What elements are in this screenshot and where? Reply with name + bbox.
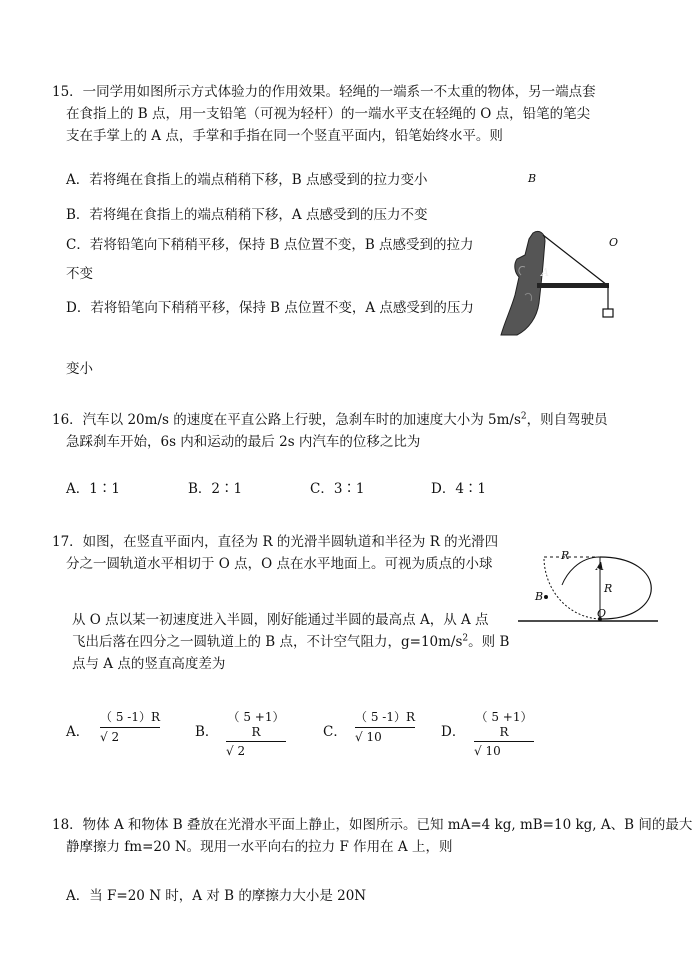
q17-stem-line1: 17．如图，在竖直平面内，直径为 R 的光滑半圆轨道和半径为 R 的光滑四 <box>52 534 499 550</box>
q17-stem-line4: 飞出后落在四分之一圆轨道上的 B 点，不计空气阻力，$g=10m/s^2$。则 B <box>72 633 510 650</box>
q15-stem-line3: 支在手掌上的 A 点，手掌和手指在同一个竖直平面内，铅笔始终水平。则 <box>66 128 503 144</box>
q17-option-b-numerator: （ 5 +1）R <box>226 708 286 742</box>
q15-option-d-line1: D．若将铅笔向下稍稍平移，保持 B 点位置不变，A 点感受到的压力 <box>66 300 474 316</box>
q17-option-d-denominator: √ 10 <box>474 744 501 758</box>
q17-option-c-label: C． <box>323 724 347 740</box>
q15-option-c-line2: 不变 <box>66 266 93 282</box>
q15-figure-label-a: A <box>541 266 549 279</box>
q17-option-c-fraction <box>355 708 415 744</box>
q18-stem-line1: 18．物体 A 和物体 B 叠放在光滑水平面上静止，如图所示。已知 mA=4 kg, mB=10 kg, A、B 间的最大 <box>52 817 692 833</box>
q17-stem-line3: 从 O 点以某一初速度进入半圆，刚好能通过半圆的最高点 A，从 A 点 <box>72 612 489 628</box>
q16-option-a: A．1∶1 <box>66 481 120 497</box>
q17-figure-label-r-mid: R <box>604 582 613 595</box>
q16-option-b: B．2∶1 <box>188 481 243 497</box>
q18-stem-line2: 静摩擦力 fm=20 N。现用一水平向右的拉力 F 作用在 A 上，则 <box>66 839 453 855</box>
q17-option-c-denominator: √ 10 <box>355 730 382 744</box>
q17-track-figure <box>518 545 658 627</box>
q17-option-a-fraction <box>100 708 160 744</box>
q17-stem-line5: 点与 A 点的竖直高度差为 <box>72 656 226 672</box>
q17-option-b-denominator: √ 2 <box>226 744 246 758</box>
q17-option-b-fraction <box>226 708 286 758</box>
q17-option-c-numerator: （ 5 -1）R <box>355 708 415 728</box>
q17-option-d-label: D． <box>441 724 466 740</box>
q17-option-d-numerator: （ 5 +1）R <box>474 708 534 742</box>
q17-option-a-denominator: √ 2 <box>100 730 120 744</box>
q16-stem-line1: 16．汽车以 20m/s 的速度在平直公路上行驶，急刹车时的加速度大小为 $5m/s^2$，则自驾驶员 <box>52 411 608 428</box>
q17-option-a-label: A． <box>66 724 90 740</box>
q16-option-d: D．4∶1 <box>431 481 487 497</box>
q15-option-c-line1: C．若将铅笔向下稍稍平移，保持 B 点位置不变，B 点感受到的拉力 <box>66 237 474 253</box>
q15-option-b: B．若将绳在食指上的端点稍稍下移，A 点感受到的压力不变 <box>66 207 428 223</box>
q16-stem-line2: 急踩刹车开始，6s 内和运动的最后 2s 内汽车的位移之比为 <box>66 434 421 450</box>
q17-stem-line2: 分之一圆轨道水平相切于 O 点，O 点在水平地面上。可视为质点的小球 <box>66 556 493 572</box>
q15-hand-pencil-figure <box>495 225 620 337</box>
q15-figure-label-o: O <box>609 236 619 249</box>
q17-figure-label-a: A <box>596 560 604 573</box>
q15-option-d-line2: 变小 <box>66 361 93 377</box>
q15-stem-line1: 15．一同学用如图所示方式体验力的作用效果。轻绳的一端系一不太重的物体，另一端点套 <box>52 84 596 100</box>
q17-figure-label-r-top: R <box>561 549 570 562</box>
q17-figure-label-o: O <box>597 607 607 620</box>
q17-option-d-fraction <box>474 708 534 758</box>
q17-option-a-numerator: （ 5 -1）R <box>100 708 160 728</box>
q15-figure-label-b: B <box>528 172 537 185</box>
q17-option-b-label: B． <box>195 724 219 740</box>
q15-option-a: A．若将绳在食指上的端点稍稍下移，B 点感受到的拉力变小 <box>66 172 428 188</box>
q16-option-c: C．3∶1 <box>310 481 365 497</box>
q18-option-a: A．当 F=20 N 时，A 对 B 的摩擦力大小是 20N <box>66 888 367 904</box>
q15-stem-line2: 在食指上的 B 点，用一支铅笔（可视为轻杆）的一端水平支在轻绳的 O 点，铅笔的笔尖 <box>66 106 591 122</box>
q17-figure-label-b: B <box>535 590 544 603</box>
